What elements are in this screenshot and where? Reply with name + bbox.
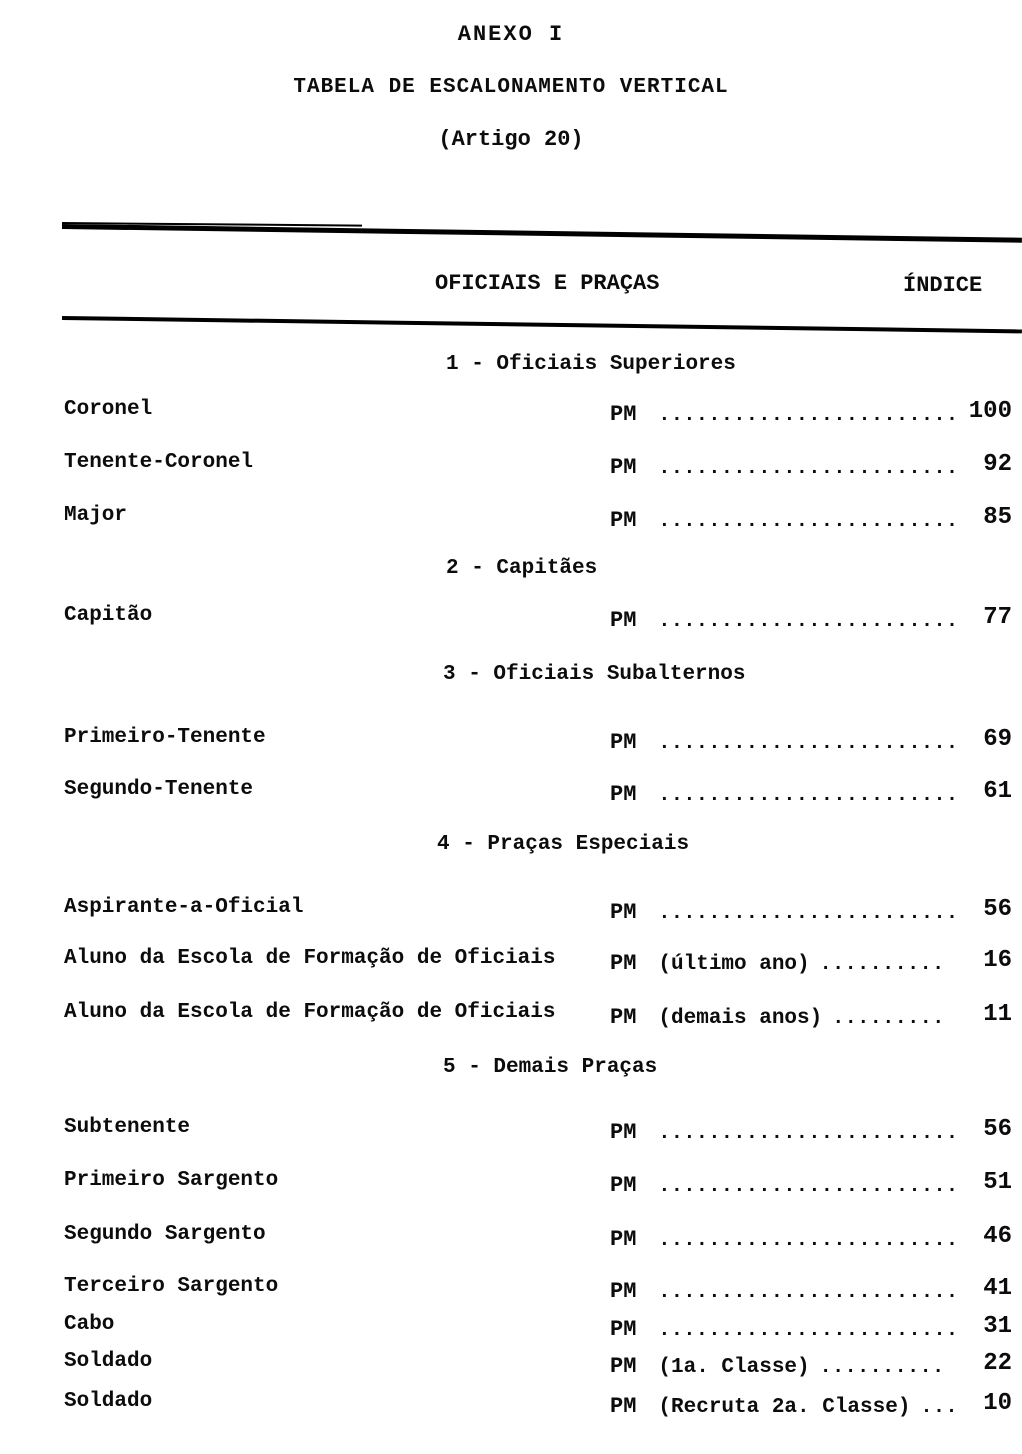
dot-leader: ........................ [658, 457, 959, 480]
section-heading-3: 3 - Oficiais Subalternos [443, 663, 746, 686]
table-row [0, 896, 1022, 926]
rank-label: Aluno da Escola de Formação de Oficiais [64, 947, 556, 970]
qualifier: (demais anos) [658, 1007, 823, 1030]
pm-line [610, 1394, 958, 1419]
rank-label: Segundo Sargento [64, 1223, 266, 1246]
rank-label: Tenente-Coronel [64, 451, 254, 474]
index-value: 11 [983, 1001, 1012, 1028]
index-value: 56 [983, 896, 1012, 923]
pm-abbrev: PM [610, 1120, 637, 1145]
pm-line [610, 402, 958, 427]
page-title: TABELA DE ESCALONAMENTO VERTICAL [293, 76, 729, 99]
rank-label: Primeiro-Tenente [64, 726, 266, 749]
pm-line [610, 1317, 958, 1342]
pm-abbrev: PM [610, 951, 637, 976]
dot-leader: ........................ [658, 732, 959, 755]
pm-line [610, 608, 958, 633]
rank-label: Major [64, 504, 128, 527]
index-value: 16 [983, 947, 1012, 974]
section-heading-1: 1 - Oficiais Superiores [446, 353, 736, 376]
pm-abbrev: PM [610, 1173, 637, 1198]
qualifier: (1a. Classe) [658, 1356, 810, 1379]
table-row [0, 398, 1022, 428]
table-row [0, 1001, 1022, 1031]
rank-label: Soldado [64, 1390, 153, 1413]
table-row [0, 1275, 1022, 1305]
table-row [0, 726, 1022, 756]
column-header-officers: OFICIAIS E PRAÇAS [435, 271, 660, 296]
dot-leader: ........................ [658, 784, 959, 807]
index-value: 77 [983, 604, 1012, 631]
pm-line [610, 508, 958, 533]
pm-abbrev: PM [610, 900, 637, 925]
table-row [0, 1350, 1022, 1380]
annex-title: ANEXO I [457, 22, 565, 47]
rank-label: Terceiro Sargento [64, 1275, 279, 1298]
pm-line [610, 782, 958, 807]
table-row [0, 1390, 1022, 1420]
index-value: 92 [983, 451, 1012, 478]
index-value: 22 [983, 1350, 1012, 1377]
dot-leader: .......... [819, 1356, 945, 1379]
dot-leader: .......... [819, 953, 945, 976]
pm-abbrev: PM [610, 455, 637, 480]
qualifier: (último ano) [658, 953, 810, 976]
section-heading-2: 2 - Capitães [446, 557, 598, 580]
table-row [0, 1223, 1022, 1253]
pm-abbrev: PM [610, 508, 637, 533]
pm-line [610, 1279, 958, 1304]
pm-abbrev: PM [610, 1279, 637, 1304]
rank-label: Aspirante-a-Oficial [64, 896, 304, 919]
pm-line [610, 455, 958, 480]
rank-label: Segundo-Tenente [64, 778, 254, 801]
pm-line [610, 1227, 958, 1252]
table-row [0, 604, 1022, 634]
pm-line [610, 1120, 958, 1145]
table-row [0, 504, 1022, 534]
dot-leader: ........................ [658, 1229, 959, 1252]
rank-label: Cabo [64, 1313, 115, 1336]
table-row [0, 778, 1022, 808]
table-row [0, 1169, 1022, 1199]
pm-abbrev: PM [610, 1005, 637, 1030]
dot-leader: ........................ [658, 1281, 959, 1304]
rank-label: Capitão [64, 604, 153, 627]
table-row [0, 1116, 1022, 1146]
pm-line [610, 730, 958, 755]
pm-abbrev: PM [610, 1354, 637, 1379]
index-value: 51 [983, 1169, 1012, 1196]
index-value: 46 [983, 1223, 1012, 1250]
dot-leader: ........................ [658, 902, 959, 925]
index-value: 10 [983, 1390, 1012, 1417]
qualifier: (Recruta 2a. Classe) [658, 1396, 911, 1419]
dot-leader: ... [920, 1396, 958, 1419]
rank-label: Aluno da Escola de Formação de Oficiais [64, 1001, 556, 1024]
table-row [0, 1313, 1022, 1343]
pm-abbrev: PM [610, 1227, 637, 1252]
rank-label: Soldado [64, 1350, 153, 1373]
pm-line [610, 1005, 945, 1030]
index-value: 31 [983, 1313, 1012, 1340]
index-value: 61 [983, 778, 1012, 805]
dot-leader: ........................ [658, 404, 959, 427]
dot-leader: ........................ [658, 610, 959, 633]
pm-abbrev: PM [610, 782, 637, 807]
pm-line [610, 900, 958, 925]
dot-leader: ........................ [658, 1122, 959, 1145]
pm-abbrev: PM [610, 730, 637, 755]
rank-label: Subtenente [64, 1116, 191, 1139]
rank-label: Primeiro Sargento [64, 1169, 279, 1192]
index-value: 41 [983, 1275, 1012, 1302]
pm-abbrev: PM [610, 608, 637, 633]
pm-abbrev: PM [610, 1394, 637, 1419]
table-header-rule [62, 316, 1022, 333]
index-value: 56 [983, 1116, 1012, 1143]
dot-leader: ........................ [658, 1319, 959, 1342]
column-header-index: ÍNDICE [903, 273, 983, 298]
section-heading-5: 5 - Demais Praças [443, 1056, 658, 1079]
table-row [0, 947, 1022, 977]
pm-line [610, 951, 945, 976]
pm-abbrev: PM [610, 1317, 637, 1342]
pm-line [610, 1173, 958, 1198]
table-top-rule [62, 224, 1022, 243]
pm-abbrev: PM [610, 402, 637, 427]
dot-leader: ........................ [658, 1175, 959, 1198]
dot-leader: ......... [832, 1007, 945, 1030]
index-value: 69 [983, 726, 1012, 753]
dot-leader: ........................ [658, 510, 959, 533]
article-subtitle: (Artigo 20) [438, 127, 584, 152]
section-heading-4: 4 - Praças Especiais [437, 833, 690, 856]
pm-line [610, 1354, 945, 1379]
index-value: 85 [983, 504, 1012, 531]
rank-label: Coronel [64, 398, 153, 421]
index-value: 100 [968, 398, 1012, 425]
table-row [0, 451, 1022, 481]
